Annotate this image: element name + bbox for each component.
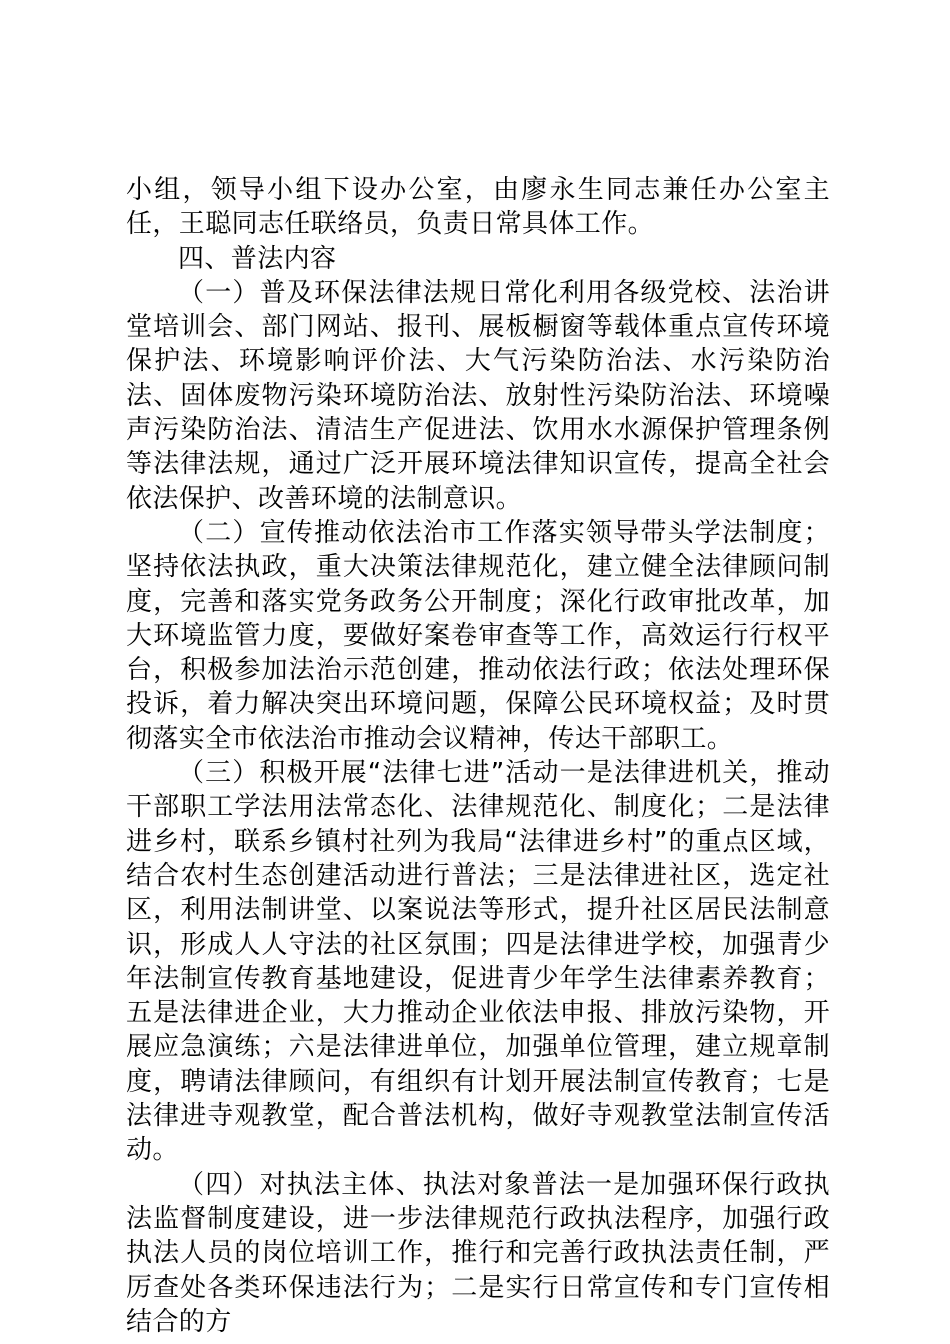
paragraph-leadership-office: 小组，领导小组下设办公室，由廖永生同志兼任办公室主任，王聪同志任联络员，负责日常具体工作。 (126, 175, 830, 240)
paragraph-item-2: （二）宣传推动依法治市工作落实领导带头学法制度；坚持依法执政，重大决策法律规范化，建立健全法律顾问制度，完善和落实党务政务公开制度；深化行政审批改革，加大环境监管力度，要做好案卷审查等工作，高效运行行权平台，积极参加法治示范创建，推动依法行政；依法处理环保投诉，着力解决突出环境问题，保障公民环境权益；及时贯彻落实全市依法治市推动会议精神，传达干部职工。 (126, 517, 830, 754)
paragraph-item-1: （一）普及环保法律法规日常化利用各级党校、法治讲堂培训会、部门网站、报刊、展板橱窗等载体重点宣传环境保护法、环境影响评价法、大气污染防治法、水污染防治法、固体废物污染环境防治法、放射性污染防治法、环境噪声污染防治法、清洁生产促进法、饮用水水源保护管理条例等法律法规，通过广泛开展环境法律知识宣传，提高全社会依法保护、改善环境的法制意识。 (126, 277, 830, 514)
paragraph-item-3: （三）积极开展“法律七进”活动一是法律进机关，推动干部职工学法用法常态化、法律规范化、制度化；二是法律进乡村，联系乡镇村社列为我局“法律进乡村”的重点区域，结合农村生态创建活动进行普法；三是法律进社区，选定社区，利用法制讲堂、以案说法等形式，提升社区居民法制意识，形成人人守法的社区氛围；四是法律进学校，加强青少年法制宣传教育基地建设，促进青少年学生法律素养教育；五是法律进企业，大力推动企业依法申报、排放污染物，开展应急演练；六是法律进单位，加强单位管理，建立规章制度，聘请法律顾问，有组织有计划开展法制宣传教育；七是法律进寺观教堂，配合普法机构，做好寺观教堂法制宣传活动。 (126, 758, 830, 1166)
section-heading-law-content: 四、普法内容 (178, 243, 337, 274)
paragraph-item-4: （四）对执法主体、执法对象普法一是加强环保行政执法监督制度建设，进一步法律规范行政执法程序，加强行政执法人员的岗位培训工作，推行和完善行政执法责任制，严厉查处各类环保违法行为；二是实行日常宣传和专门宣传相结合的方 (126, 1169, 830, 1337)
document-body (126, 173, 830, 1339)
